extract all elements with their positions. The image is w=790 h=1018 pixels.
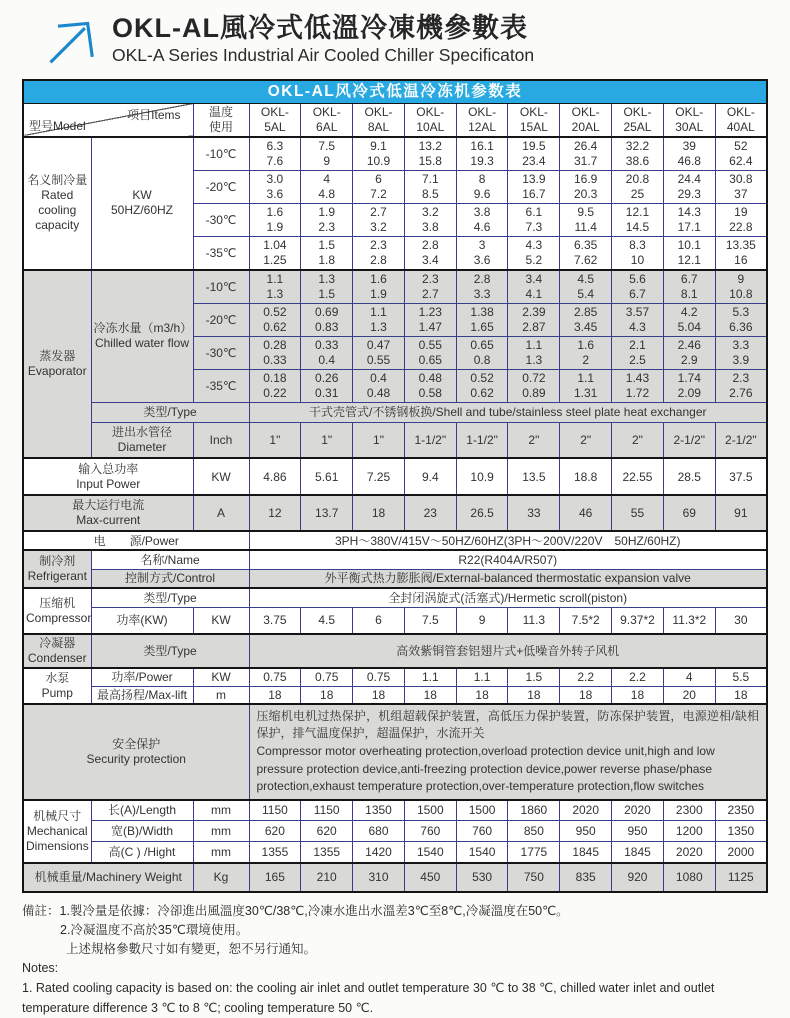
- model-header: OKL- 15AL: [508, 103, 560, 137]
- capacity-value: 16.1 19.3: [456, 137, 508, 171]
- dimensions-label: 机械尺寸 Mechanical Dimensions: [23, 800, 91, 863]
- max-current-value: 69: [663, 495, 715, 531]
- compressor-power-value: 30: [715, 607, 767, 634]
- weight-value: 1125: [715, 863, 767, 892]
- flow-value: 2.85 3.45: [560, 303, 612, 336]
- dimension-value: 2020: [560, 800, 612, 821]
- capacity-value: 4 4.8: [301, 170, 353, 203]
- diameter-value: 2": [612, 422, 664, 458]
- capacity-value: 1.5 1.8: [301, 236, 353, 270]
- diameter-label: 进出水管径 Diameter: [91, 422, 193, 458]
- pump-power-value: 1.1: [404, 668, 456, 686]
- capacity-value: 13.35 16: [715, 236, 767, 270]
- max-current-value: 18: [353, 495, 405, 531]
- capacity-value: 32.2 38.6: [612, 137, 664, 171]
- dimension-value: 680: [353, 821, 405, 842]
- flow-value: 3.3 3.9: [715, 336, 767, 369]
- refrigerant-control-label: 控制方式/Control: [91, 569, 249, 588]
- weight-label: 机械重量/Machinery Weight: [23, 863, 193, 892]
- flow-value: 1.1 1.3: [249, 270, 301, 304]
- note-zh-2: 2.冷凝溫度不高於35℃環境使用。: [60, 922, 249, 937]
- flow-value: 3.57 4.3: [612, 303, 664, 336]
- security-text: [249, 704, 767, 800]
- flow-value: 2.46 2.9: [663, 336, 715, 369]
- dimension-value: 2350: [715, 800, 767, 821]
- flow-value: 1.38 1.65: [456, 303, 508, 336]
- input-power-value: 37.5: [715, 458, 767, 495]
- pump-power-value: 1.1: [456, 668, 508, 686]
- pump-lift-value: 18: [404, 686, 456, 704]
- compressor-power-unit: KW: [193, 607, 249, 634]
- capacity-value: 2.8 3.4: [404, 236, 456, 270]
- pump-lift-label: 最高扬程/Max-lift: [91, 686, 193, 704]
- dimension-value: 2020: [612, 800, 664, 821]
- dimension-value: 1355: [301, 842, 353, 863]
- note-zh-3: 上述規格參數尺寸如有變更，恕不另行通知。: [66, 941, 317, 956]
- model-header: OKL- 12AL: [456, 103, 508, 137]
- weight-value: 210: [301, 863, 353, 892]
- condenser-type-label: 类型/Type: [91, 634, 249, 668]
- power-supply-value: 3PH～380V/415V～50HZ/60HZ(3PH～200V/220V 50HZ/60HZ): [249, 531, 767, 550]
- capacity-value: 1.9 2.3: [301, 203, 353, 236]
- flow-value: 1.74 2.09: [663, 369, 715, 402]
- dimension-unit: mm: [193, 800, 249, 821]
- max-current-value: 55: [612, 495, 664, 531]
- weight-value: 310: [353, 863, 405, 892]
- dimension-value: 1350: [715, 821, 767, 842]
- pump-power-value: 0.75: [249, 668, 301, 686]
- temp-label: -10℃: [193, 137, 249, 171]
- dimension-value: 1150: [249, 800, 301, 821]
- items-label: 项目Items: [127, 107, 181, 122]
- page-header: [42, 12, 768, 67]
- flow-value: 0.48 0.58: [404, 369, 456, 402]
- dimension-value: 1860: [508, 800, 560, 821]
- input-power-value: 18.8: [560, 458, 612, 495]
- refrigerant-name-label: 名称/Name: [91, 550, 249, 569]
- capacity-value: 14.3 17.1: [663, 203, 715, 236]
- pump-lift-unit: m: [193, 686, 249, 704]
- refrigerant-control-value: 外平衡式热力膨胀阀/External-balanced thermostatic expansion valve: [249, 569, 767, 588]
- input-power-unit: KW: [193, 458, 249, 495]
- diameter-value: 1-1/2": [456, 422, 508, 458]
- notes-en-title: Notes:: [22, 960, 59, 975]
- dimension-value: 1500: [404, 800, 456, 821]
- model-header: OKL- 6AL: [301, 103, 353, 137]
- flow-value: 4.2 5.04: [663, 303, 715, 336]
- compressor-power-value: 4.5: [301, 607, 353, 634]
- model-label: 型号Model: [29, 118, 86, 133]
- pump-power-unit: KW: [193, 668, 249, 686]
- dimension-value: 620: [249, 821, 301, 842]
- input-power-value: 5.61: [301, 458, 353, 495]
- dimension-value: 620: [301, 821, 353, 842]
- model-header: OKL- 25AL: [612, 103, 664, 137]
- flow-value: 3.4 4.1: [508, 270, 560, 304]
- max-current-label: 最大运行电流 Max-current: [23, 495, 193, 531]
- evaporator-type-label: 类型/Type: [91, 402, 249, 422]
- compressor-type-value: 全封闭涡旋式(活塞式)/Hermetic scroll(piston): [249, 588, 767, 607]
- temp-label: -20℃: [193, 170, 249, 203]
- capacity-value: 16.9 20.3: [560, 170, 612, 203]
- titles: [112, 12, 534, 67]
- pump-power-value: 0.75: [353, 668, 405, 686]
- dimension-value: 2300: [663, 800, 715, 821]
- weight-value: 750: [508, 863, 560, 892]
- max-current-unit: A: [193, 495, 249, 531]
- weight-unit: Kg: [193, 863, 249, 892]
- diameter-value: 1": [301, 422, 353, 458]
- flow-value: 0.47 0.55: [353, 336, 405, 369]
- dimension-value: 1845: [560, 842, 612, 863]
- flow-value: 0.69 0.83: [301, 303, 353, 336]
- refrigerant-label: 制冷剂 Refrigerant: [23, 550, 91, 588]
- compressor-power-value: 9.37*2: [612, 607, 664, 634]
- dimension-value: 2000: [715, 842, 767, 863]
- dimension-row-label: 长(A)/Length: [91, 800, 193, 821]
- dimension-value: 760: [404, 821, 456, 842]
- flow-value: 1.1 1.31: [560, 369, 612, 402]
- flow-value: 1.43 1.72: [612, 369, 664, 402]
- dimension-value: 1845: [612, 842, 664, 863]
- capacity-value: 52 62.4: [715, 137, 767, 171]
- capacity-value: 6 7.2: [353, 170, 405, 203]
- flow-value: 9 10.8: [715, 270, 767, 304]
- flow-value: 4.5 5.4: [560, 270, 612, 304]
- pump-lift-value: 18: [456, 686, 508, 704]
- flow-value: 2.39 2.87: [508, 303, 560, 336]
- max-current-value: 12: [249, 495, 301, 531]
- capacity-value: 6.1 7.3: [508, 203, 560, 236]
- pump-power-value: 0.75: [301, 668, 353, 686]
- input-power-value: 7.25: [353, 458, 405, 495]
- security-label: 安全保护 Security protection: [23, 704, 249, 800]
- evaporator-label: 蒸发器 Evaporator: [23, 270, 91, 459]
- weight-value: 530: [456, 863, 508, 892]
- dimension-value: 850: [508, 821, 560, 842]
- weight-value: 165: [249, 863, 301, 892]
- dimension-unit: mm: [193, 821, 249, 842]
- capacity-value: 12.1 14.5: [612, 203, 664, 236]
- input-power-value: 4.86: [249, 458, 301, 495]
- temp-label: -20℃: [193, 303, 249, 336]
- flow-value: 1.1 1.3: [508, 336, 560, 369]
- flow-value: 5.6 6.7: [612, 270, 664, 304]
- max-current-value: 33: [508, 495, 560, 531]
- condenser-label: 冷凝器 Condenser: [23, 634, 91, 668]
- capacity-value: 39 46.8: [663, 137, 715, 171]
- table-title: OKL-AL风冷式低温冷冻机参数表: [23, 80, 767, 103]
- capacity-value: 24.4 29.3: [663, 170, 715, 203]
- input-power-label: 输入总功率 Input Power: [23, 458, 193, 495]
- max-current-value: 91: [715, 495, 767, 531]
- flow-label: 冷冻水量（m3/h） Chilled water flow: [91, 270, 193, 403]
- compressor-power-value: 11.3: [508, 607, 560, 634]
- capacity-value: 19.5 23.4: [508, 137, 560, 171]
- capacity-value: 8 9.6: [456, 170, 508, 203]
- flow-value: 2.3 2.76: [715, 369, 767, 402]
- max-current-value: 46: [560, 495, 612, 531]
- input-power-value: 22.55: [612, 458, 664, 495]
- flow-value: 0.4 0.48: [353, 369, 405, 402]
- capacity-value: 10.1 12.1: [663, 236, 715, 270]
- capacity-value: 13.2 15.8: [404, 137, 456, 171]
- temp-label: -30℃: [193, 336, 249, 369]
- pump-power-value: 1.5: [508, 668, 560, 686]
- flow-value: 1.6 1.9: [353, 270, 405, 304]
- pump-lift-value: 20: [663, 686, 715, 704]
- capacity-value: 6.3 7.6: [249, 137, 301, 171]
- dimension-value: 1540: [404, 842, 456, 863]
- flow-value: 2.3 2.7: [404, 270, 456, 304]
- flow-value: 2.8 3.3: [456, 270, 508, 304]
- weight-value: 450: [404, 863, 456, 892]
- pump-lift-value: 18: [715, 686, 767, 704]
- input-power-value: 13.5: [508, 458, 560, 495]
- capacity-value: 20.8 25: [612, 170, 664, 203]
- flow-value: 0.28 0.33: [249, 336, 301, 369]
- dimension-value: 1350: [353, 800, 405, 821]
- temp-label: -35℃: [193, 236, 249, 270]
- compressor-power-value: 7.5*2: [560, 607, 612, 634]
- pump-power-value: 4: [663, 668, 715, 686]
- compressor-label: 压缩机 Compressor: [23, 588, 91, 634]
- flow-value: 0.52 0.62: [456, 369, 508, 402]
- compressor-power-value: 3.75: [249, 607, 301, 634]
- capacity-value: 2.3 2.8: [353, 236, 405, 270]
- compressor-power-value: 7.5: [404, 607, 456, 634]
- model-header: OKL- 5AL: [249, 103, 301, 137]
- diameter-value: 2-1/2": [715, 422, 767, 458]
- model-header: OKL- 30AL: [663, 103, 715, 137]
- flow-value: 1.23 1.47: [404, 303, 456, 336]
- capacity-value: 13.9 16.7: [508, 170, 560, 203]
- model-header: OKL- 40AL: [715, 103, 767, 137]
- diameter-value: 2": [508, 422, 560, 458]
- capacity-value: 6.35 7.62: [560, 236, 612, 270]
- condenser-type-value: 高效紫铜管套铝翅片式+低噪音外转子风机: [249, 634, 767, 668]
- flow-value: 6.7 8.1: [663, 270, 715, 304]
- dimension-value: 1500: [456, 800, 508, 821]
- capacity-value: 26.4 31.7: [560, 137, 612, 171]
- dimension-value: 1420: [353, 842, 405, 863]
- flow-value: 0.33 0.4: [301, 336, 353, 369]
- dimension-value: 1150: [301, 800, 353, 821]
- dimension-value: 1775: [508, 842, 560, 863]
- capacity-value: 7.1 8.5: [404, 170, 456, 203]
- pump-label: 水泵 Pump: [23, 668, 91, 704]
- compressor-power-label: 功率(KW): [91, 607, 193, 634]
- page-subtitle: OKL-A Series Industrial Air Cooled Chiller Specificaton: [112, 45, 535, 65]
- pump-power-label: 功率/Power: [91, 668, 193, 686]
- flow-value: 0.72 0.89: [508, 369, 560, 402]
- capacity-value: 3.8 4.6: [456, 203, 508, 236]
- pump-power-value: 2.2: [560, 668, 612, 686]
- diameter-value: 1-1/2": [404, 422, 456, 458]
- dimension-value: 1540: [456, 842, 508, 863]
- diameter-value: 1": [249, 422, 301, 458]
- dimension-value: 950: [612, 821, 664, 842]
- dimension-row-label: 高(C ) /Hight: [91, 842, 193, 863]
- diameter-value: 2-1/2": [663, 422, 715, 458]
- pump-lift-value: 18: [560, 686, 612, 704]
- flow-value: 0.18 0.22: [249, 369, 301, 402]
- capacity-value: 9.1 10.9: [353, 137, 405, 171]
- refrigerant-name-value: R22(R404A/R507): [249, 550, 767, 569]
- notes: [22, 902, 768, 1018]
- power-supply-label: 电 源/Power: [23, 531, 249, 550]
- max-current-value: 13.7: [301, 495, 353, 531]
- dimension-row-label: 宽(B)/Width: [91, 821, 193, 842]
- capacity-unit: KW 50HZ/60HZ: [91, 137, 193, 270]
- dimension-value: 1355: [249, 842, 301, 863]
- weight-value: 1080: [663, 863, 715, 892]
- pump-lift-value: 18: [353, 686, 405, 704]
- model-header: OKL- 10AL: [404, 103, 456, 137]
- model-header: OKL- 8AL: [353, 103, 405, 137]
- model-header: OKL- 20AL: [560, 103, 612, 137]
- temp-use-header: 温度 使用: [193, 103, 249, 137]
- dimension-value: 2020: [663, 842, 715, 863]
- temp-label: -10℃: [193, 270, 249, 304]
- weight-value: 920: [612, 863, 664, 892]
- flow-value: 1.1 1.3: [353, 303, 405, 336]
- model-items-header: [23, 103, 193, 137]
- weight-value: 835: [560, 863, 612, 892]
- dimension-value: 1200: [663, 821, 715, 842]
- capacity-value: 3.0 3.6: [249, 170, 301, 203]
- max-current-value: 23: [404, 495, 456, 531]
- flow-value: 0.65 0.8: [456, 336, 508, 369]
- input-power-value: 28.5: [663, 458, 715, 495]
- input-power-value: 10.9: [456, 458, 508, 495]
- diameter-value: 2": [560, 422, 612, 458]
- capacity-label: 名义制冷量 Rated cooling capacity: [23, 137, 91, 270]
- capacity-value: 19 22.8: [715, 203, 767, 236]
- page-title: OKL-AL風冷式低溫冷凍機參數表: [112, 13, 528, 43]
- capacity-value: 9.5 11.4: [560, 203, 612, 236]
- capacity-value: 1.04 1.25: [249, 236, 301, 270]
- pump-power-value: 2.2: [612, 668, 664, 686]
- pump-power-value: 5.5: [715, 668, 767, 686]
- flow-value: 0.52 0.62: [249, 303, 301, 336]
- pump-lift-value: 18: [612, 686, 664, 704]
- flow-value: 0.26 0.31: [301, 369, 353, 402]
- dimension-value: 950: [560, 821, 612, 842]
- compressor-power-value: 6: [353, 607, 405, 634]
- diameter-value: 1": [353, 422, 405, 458]
- dimension-value: 760: [456, 821, 508, 842]
- capacity-value: 3.2 3.8: [404, 203, 456, 236]
- input-power-value: 9.4: [404, 458, 456, 495]
- evaporator-type-value: 干式壳管式/不锈钢板换/Shell and tube/stainless steel plate heat exchanger: [249, 402, 767, 422]
- capacity-value: 30.8 37: [715, 170, 767, 203]
- compressor-type-label: 类型/Type: [91, 588, 249, 607]
- capacity-value: 2.7 3.2: [353, 203, 405, 236]
- dimension-unit: mm: [193, 842, 249, 863]
- spec-table: [22, 79, 768, 893]
- security-text-zh: 压缩机电机过热保护，机组超载保护装置，高低压力保护装置，防冻保护装置，电源逆相/缺相保护，排气温度保护，超温保护，水流开关: [256, 709, 759, 740]
- temp-label: -30℃: [193, 203, 249, 236]
- pump-lift-value: 18: [249, 686, 301, 704]
- compressor-power-value: 9: [456, 607, 508, 634]
- flow-value: 5.3 6.36: [715, 303, 767, 336]
- capacity-value: 3 3.6: [456, 236, 508, 270]
- capacity-value: 4.3 5.2: [508, 236, 560, 270]
- temp-label: -35℃: [193, 369, 249, 402]
- capacity-value: 7.5 9: [301, 137, 353, 171]
- flow-value: 0.55 0.65: [404, 336, 456, 369]
- capacity-value: 1.6 1.9: [249, 203, 301, 236]
- security-text-en: Compressor motor overheating protection,overload protection device unit,high and low pressure protection device,anti-freezing protection device,power reverse phase/phase protection,exhaust temperature protection,over-temperature protection,flow switches: [256, 744, 715, 793]
- diameter-unit: Inch: [193, 422, 249, 458]
- flow-value: 2.1 2.5: [612, 336, 664, 369]
- note-zh-1: 備註：1.製冷量是依據：冷卻進出風溫度30℃/38℃,冷凍水進出水溫差3℃至8℃,冷凝溫度在50℃。: [22, 903, 569, 918]
- compressor-power-value: 11.3*2: [663, 607, 715, 634]
- flow-value: 1.3 1.5: [301, 270, 353, 304]
- flow-value: 1.6 2: [560, 336, 612, 369]
- max-current-value: 26.5: [456, 495, 508, 531]
- pump-lift-value: 18: [508, 686, 560, 704]
- note-en-1: 1. Rated cooling capacity is based on: the cooling air inlet and outlet temperature 30 ℃ to 38 ℃, chilled water inlet and outlet temperature difference 3 ℃ to 8 ℃; cooling temperature 50 ℃.: [22, 980, 715, 1015]
- capacity-value: 8.3 10: [612, 236, 664, 270]
- pump-lift-value: 18: [301, 686, 353, 704]
- arrow-up-right-icon: [42, 12, 98, 64]
